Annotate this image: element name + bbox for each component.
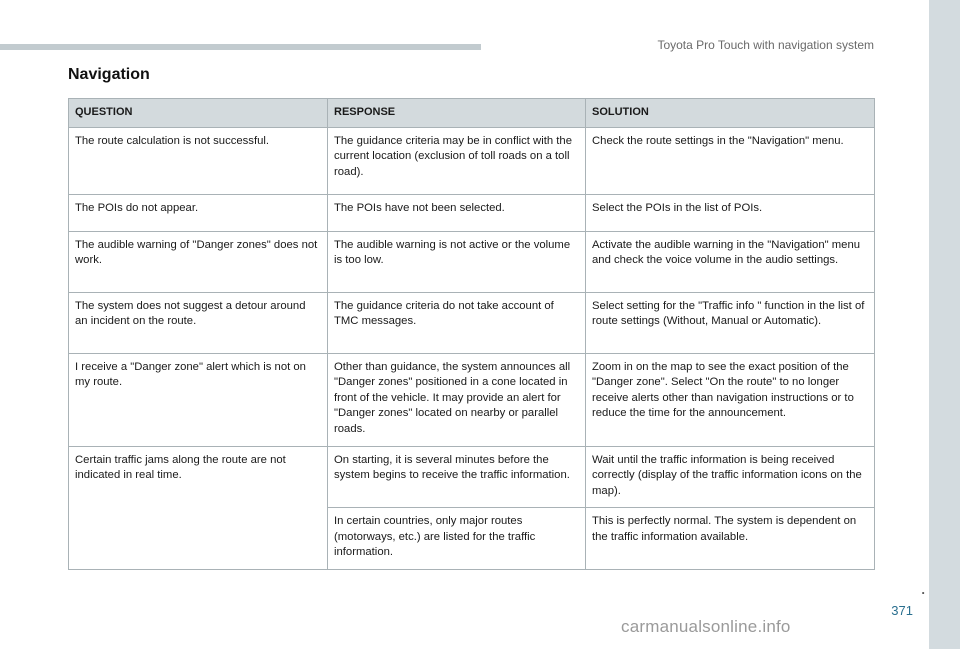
response-cell: The POIs have not been selected. [328, 194, 586, 231]
response-cell: In certain countries, only major routes (motorways, etc.) are listed for the traffic information. [328, 508, 586, 570]
watermark-text: carmanualsonline.info [621, 617, 791, 636]
solution-cell: Select the POIs in the list of POIs. [586, 194, 875, 231]
question-cell: The audible warning of "Danger zones" does not work. [69, 231, 328, 292]
question-cell: The POIs do not appear. [69, 194, 328, 231]
solution-cell: Activate the audible warning in the "Navigation" menu and check the voice volume in the audio settings. [586, 231, 875, 292]
response-cell: On starting, it is several minutes before the system begins to receive the traffic information. [328, 446, 586, 508]
table-row [69, 353, 875, 446]
book-title: Toyota Pro Touch with navigation system [657, 38, 874, 52]
section-title: Navigation [68, 66, 150, 83]
question-cell: The route calculation is not successful. [69, 127, 328, 194]
table-row [69, 194, 875, 231]
troubleshooting-table [68, 98, 875, 570]
table-row [69, 446, 875, 508]
response-cell: The guidance criteria do not take account of TMC messages. [328, 292, 586, 353]
table-row [69, 127, 875, 194]
table-row [69, 292, 875, 353]
column-header-solution: SOLUTION [586, 99, 875, 128]
response-cell: Other than guidance, the system announces all "Danger zones" positioned in a cone located in front of the vehicle. It may provide an alert for "Danger zones" located on nearby or parallel roads. [328, 353, 586, 446]
question-cell: Certain traffic jams along the route are not indicated in real time. [69, 446, 328, 569]
solution-cell: Wait until the traffic information is being received correctly (display of the traffic information icons on the map). [586, 446, 875, 508]
side-marker: . [921, 582, 925, 597]
question-cell: The system does not suggest a detour around an incident on the route. [69, 292, 328, 353]
column-header-response: RESPONSE [328, 99, 586, 128]
solution-cell: Select setting for the "Traffic info " function in the list of route settings (Without, Manual or Automatic). [586, 292, 875, 353]
question-cell: I receive a "Danger zone" alert which is not on my route. [69, 353, 328, 446]
side-tab-strip [929, 0, 960, 649]
response-cell: The guidance criteria may be in conflict with the current location (exclusion of toll roads on a toll road). [328, 127, 586, 194]
solution-cell: Zoom in on the map to see the exact position of the "Danger zone". Select "On the route" to no longer receive alerts other than navigation instructions or to reduce the time for the announcement. [586, 353, 875, 446]
table-row [69, 231, 875, 292]
solution-cell: This is perfectly normal. The system is dependent on the traffic information available. [586, 508, 875, 570]
table-header-row [69, 99, 875, 128]
page-number: 371 [891, 603, 913, 618]
header-rule [0, 44, 481, 50]
column-header-question: QUESTION [69, 99, 328, 128]
solution-cell: Check the route settings in the "Navigation" menu. [586, 127, 875, 194]
response-cell: The audible warning is not active or the volume is too low. [328, 231, 586, 292]
